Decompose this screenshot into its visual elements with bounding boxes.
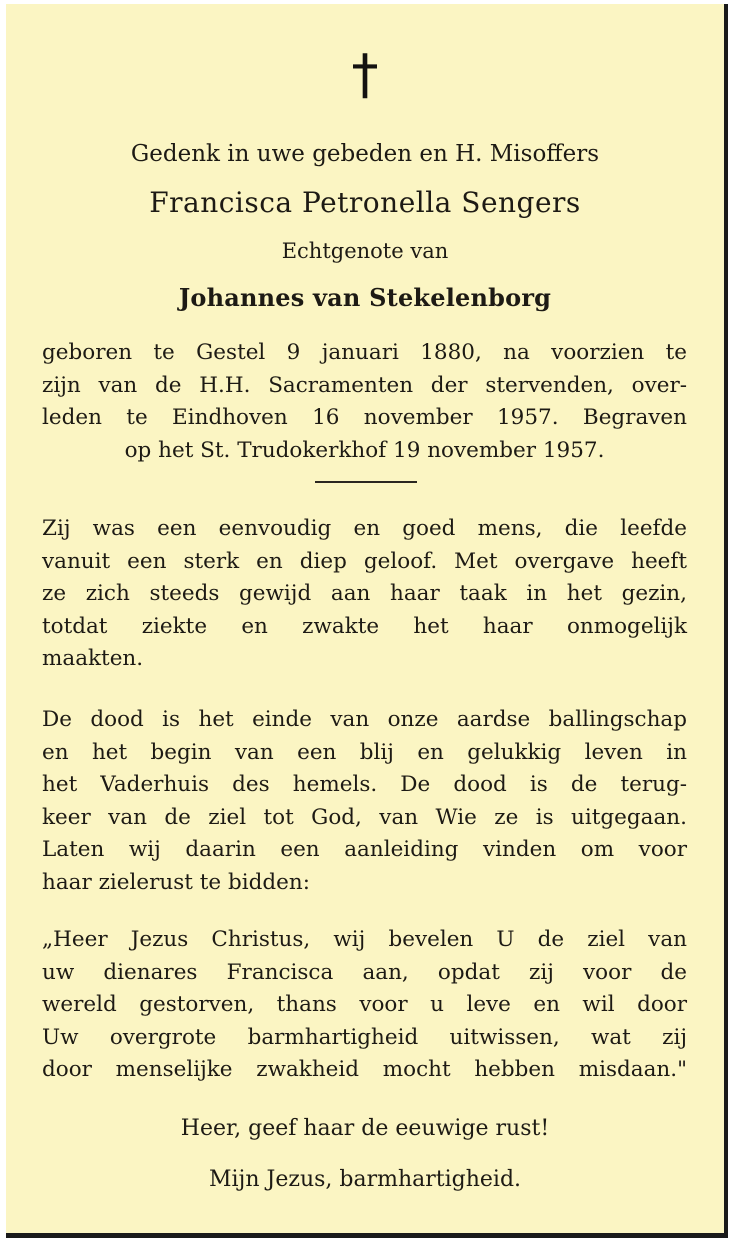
paragraph-line: en het begin van een blij en gelukkig leven in: [42, 739, 687, 765]
paragraph-line: vanuit een sterk en diep geloof. Met overgave heeft: [42, 548, 687, 574]
spouse-name: Johannes van Stekelenborg: [178, 283, 552, 312]
deceased-name: Francisca Petronella Sengers: [149, 186, 581, 219]
closing-invocation: Heer, geef haar de eeuwige rust!: [180, 1116, 550, 1141]
paragraph-line: totdat ziekte en zwakte het haar onmogelijk: [42, 613, 687, 639]
paragraph-character: [42, 513, 687, 676]
paragraph-line: De dood is het einde van onze aardse ballingschap: [42, 707, 687, 732]
prayer: [42, 924, 687, 1087]
prayer-line: door menselijke zwakheid mocht hebben misdaan.": [42, 1057, 687, 1082]
paragraph-death: [42, 704, 687, 899]
paragraph-line: Laten wij daarin een aanleiding vinden om voor: [42, 837, 687, 862]
prayer-line: „Heer Jezus Christus, wij bevelen U de ziel van: [42, 927, 687, 952]
paragraph-line: ze zich steeds gewijd aan haar taak in het gezin,: [42, 581, 687, 606]
prayer-line: wereld gestorven, thans voor u leve en wil door: [42, 992, 687, 1017]
intro-line: Gedenk in uwe gebeden en H. Misoffers: [130, 141, 600, 167]
life-details-line: zijn van de H.H. Sacramenten der stervenden, over-: [42, 372, 687, 398]
life-details-line: op het St. Trudokerkhof 19 november 1957.: [124, 437, 605, 463]
paragraph-line: haar zielerust te bidden:: [42, 869, 310, 895]
life-details-line: geboren te Gestel 9 januari 1880, na voorzien te: [42, 340, 687, 365]
memorial-card: [6, 4, 728, 1238]
prayer-line: uw dienares Francisca aan, opdat zij voor de: [42, 959, 687, 985]
life-details-line: leden te Eindhoven 16 november 1957. Begraven: [42, 405, 687, 430]
spouse-label: Echtgenote van: [281, 239, 449, 263]
closing-prayer: Mijn Jezus, barmhartigheid.: [208, 1167, 522, 1192]
prayer-line: Uw overgrote barmhartigheid uitwissen, wat zij: [42, 1024, 687, 1050]
paragraph-line: het Vaderhuis des hemels. De dood is de terug-: [42, 772, 687, 797]
paragraph-line: maakten.: [42, 646, 144, 671]
divider: [315, 481, 417, 483]
life-details: [42, 337, 687, 467]
paragraph-line: Zij was een eenvoudig en goed mens, die leefde: [42, 516, 687, 541]
cross-icon: †: [351, 43, 379, 106]
paragraph-line: keer van de ziel tot God, van Wie ze is uitgegaan.: [42, 804, 687, 830]
